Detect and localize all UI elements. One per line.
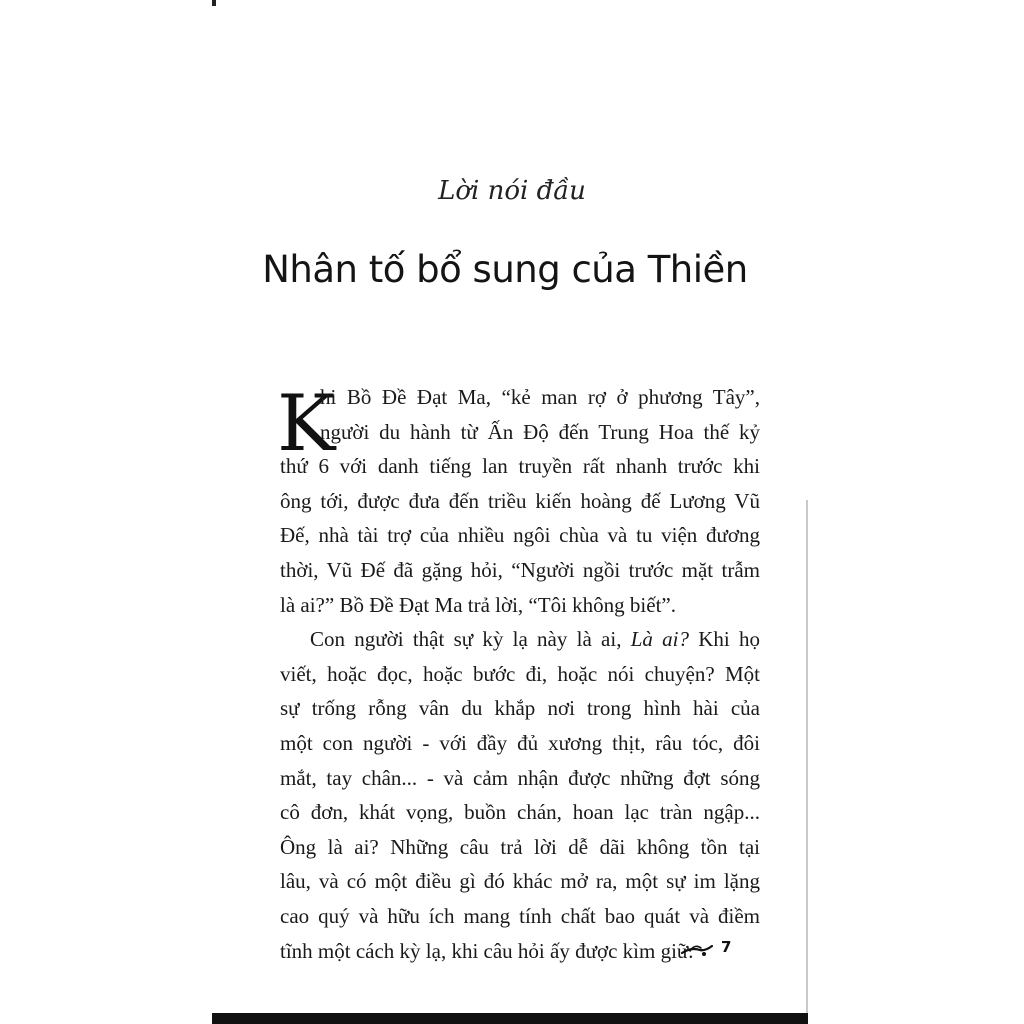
paragraph-2-first-line	[280, 622, 760, 657]
italic-question: Là ai?	[630, 627, 689, 652]
paragraph-2-line: cao quý và hữu ích mang tính chất bao quát và điềm	[280, 903, 760, 928]
preface-label: Lời nói đầu	[438, 176, 586, 206]
paragraph-1-line: thứ 6 với danh tiếng lan truyền rất nhanh trước khi	[280, 454, 760, 479]
paragraph-2-line: một con người - với đầy đủ xương thịt, râu tóc, đôi	[280, 730, 760, 755]
paragraph-2-line: lâu, và có một điều gì đó khác mở ra, một sự im lặng	[280, 869, 760, 894]
body-text	[280, 380, 760, 968]
paragraph-1-line: ông tới, được đưa đến triều kiến hoàng đế Lương Vũ	[280, 488, 760, 513]
paragraph-2-line: Ông là ai? Những câu trả lời dễ dãi không tồn tại	[280, 834, 760, 859]
paragraph-2-line: cô đơn, khát vọng, buồn chán, hoan lạc tràn ngập...	[280, 800, 760, 825]
paragraph-2-line: sự trống rỗng vân du khắp nơi trong hình hài của	[280, 696, 760, 721]
page-corner-mark	[212, 0, 216, 6]
paragraph-1-line: hi Bồ Đề Đạt Ma, “kẻ man rợ ở phương Tây”,	[320, 385, 760, 409]
brush-ornament-icon	[680, 940, 714, 960]
paragraph-1-line: là ai?” Bồ Đề Đạt Ma trả lời, “Tôi không biết”.	[280, 592, 676, 617]
paragraph-1-line: người du hành từ Ấn Độ đến Trung Hoa thế kỷ	[320, 419, 760, 444]
paragraph-2-line: viết, hoặc đọc, hoặc bước đi, hoặc nói chuyện? Một	[280, 661, 760, 686]
chapter-title: Nhân tố bổ sung của Thiền	[262, 248, 748, 291]
paragraph-1-line: Đế, nhà tài trợ của nhiều ngôi chùa và tu viện đương	[280, 523, 760, 548]
paragraph-1-line: thời, Vũ Đế đã gặng hỏi, “Người ngồi trước mặt trẫm	[280, 557, 760, 582]
paragraph-2-line: mắt, tay chân... - và cảm nhận được những đợt sóng	[280, 765, 760, 790]
page-bottom-edge	[212, 1013, 808, 1024]
page-edge	[806, 500, 808, 1024]
paragraph-2-line: tĩnh một cách kỳ lạ, khi câu hỏi ấy được kìm giữ.	[280, 938, 694, 963]
page-number: 7	[721, 938, 732, 956]
drop-cap: K	[277, 379, 336, 469]
line-text: Con người thật sự kỳ lạ này là ai,	[310, 627, 622, 652]
line-text: Khi họ	[698, 627, 761, 652]
